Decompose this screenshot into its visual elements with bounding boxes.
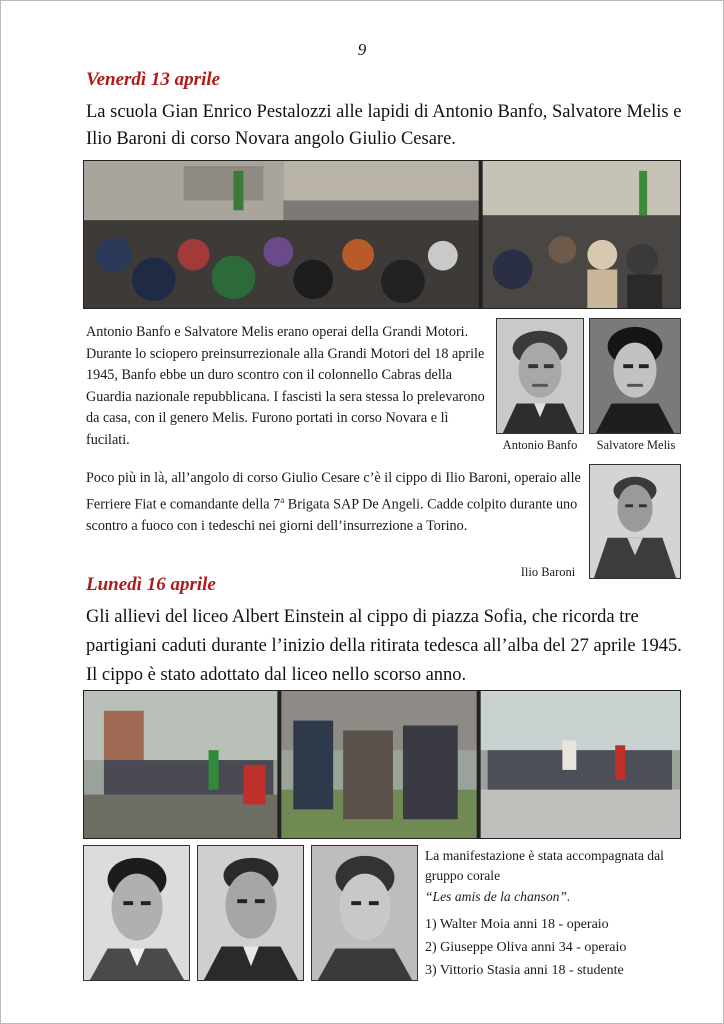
section1-lead-text: La scuola Gian Enrico Pestalozzi alle lapidi di Antonio Banfo, Salvatore Melis e Ilio Baroni di corso Novara angolo Giulio Cesare. — [86, 102, 682, 149]
antonio-banfo-portrait — [496, 318, 584, 434]
paragraph2-superscript: a — [280, 494, 285, 505]
ceremony-photo-strip — [83, 690, 681, 839]
school-visit-photo-strip — [83, 160, 681, 309]
section2-lead-text: Gli allievi del liceo Albert Einstein al cippo di piazza Sofia, che ricorda tre partigiani caduti durante l’inizio della ritirata tedesca all’alba del 27 aprile 1945. Il cippo è stato adottato dal liceo nello scorso anno. — [86, 607, 682, 685]
giuseppe-oliva-portrait — [197, 845, 304, 981]
vittorio-stasia-portrait — [311, 845, 418, 981]
partisan-list-item: 3) Vittorio Stasia anni 18 - studente — [425, 963, 624, 978]
caption-ilio-baroni: Ilio Baroni — [520, 565, 576, 579]
walter-moia-portrait — [83, 845, 190, 981]
choir-name: “Les amis de la chanson”. — [425, 889, 571, 904]
ilio-baroni-portrait — [589, 464, 681, 579]
section1-date-heading: Venerdì 13 aprile — [86, 69, 221, 90]
page-number: 9 — [357, 40, 367, 59]
caption-antonio-banfo: Antonio Banfo — [502, 438, 578, 452]
choir-note: La manifestazione è stata accompagnata dal gruppo corale — [425, 848, 664, 883]
partisan-list-item: 1) Walter Moia anni 18 - operaio — [425, 917, 609, 932]
paragraph2-text-end: Brigata SAP De Angeli. Cadde colpito durante uno scontro a fuoco con i tedeschi nei giorni dell’insurrezione a Torino. — [86, 496, 578, 534]
section1-paragraph1: Antonio Banfo e Salvatore Melis erano operai della Grandi Motori. Durante lo sciopero preinsurrezionale alla Grandi Motori del 18 aprile 1945, Banfo ebbe un duro scontro con il colonnello Cabras della Guardia nazionale repubblicana. I fascisti la sera stessa lo prelevarono da casa, con il genero Melis. Furono portati in corso Novara e lì fucilati. — [86, 324, 485, 448]
section2-date-heading: Lunedì 16 aprile — [86, 574, 216, 595]
section1-paragraph2 — [86, 468, 586, 537]
caption-salvatore-melis: Salvatore Melis — [596, 438, 676, 452]
salvatore-melis-portrait — [589, 318, 681, 434]
paragraph2-text-start: Poco più in là, all’angolo di corso Giulio Cesare c’è il cippo di Ilio Baroni, operaio alle Ferriere Fiat e comandante della 7 — [86, 470, 581, 513]
partisan-list-item: 2) Giuseppe Oliva anni 34 - operaio — [425, 940, 627, 955]
